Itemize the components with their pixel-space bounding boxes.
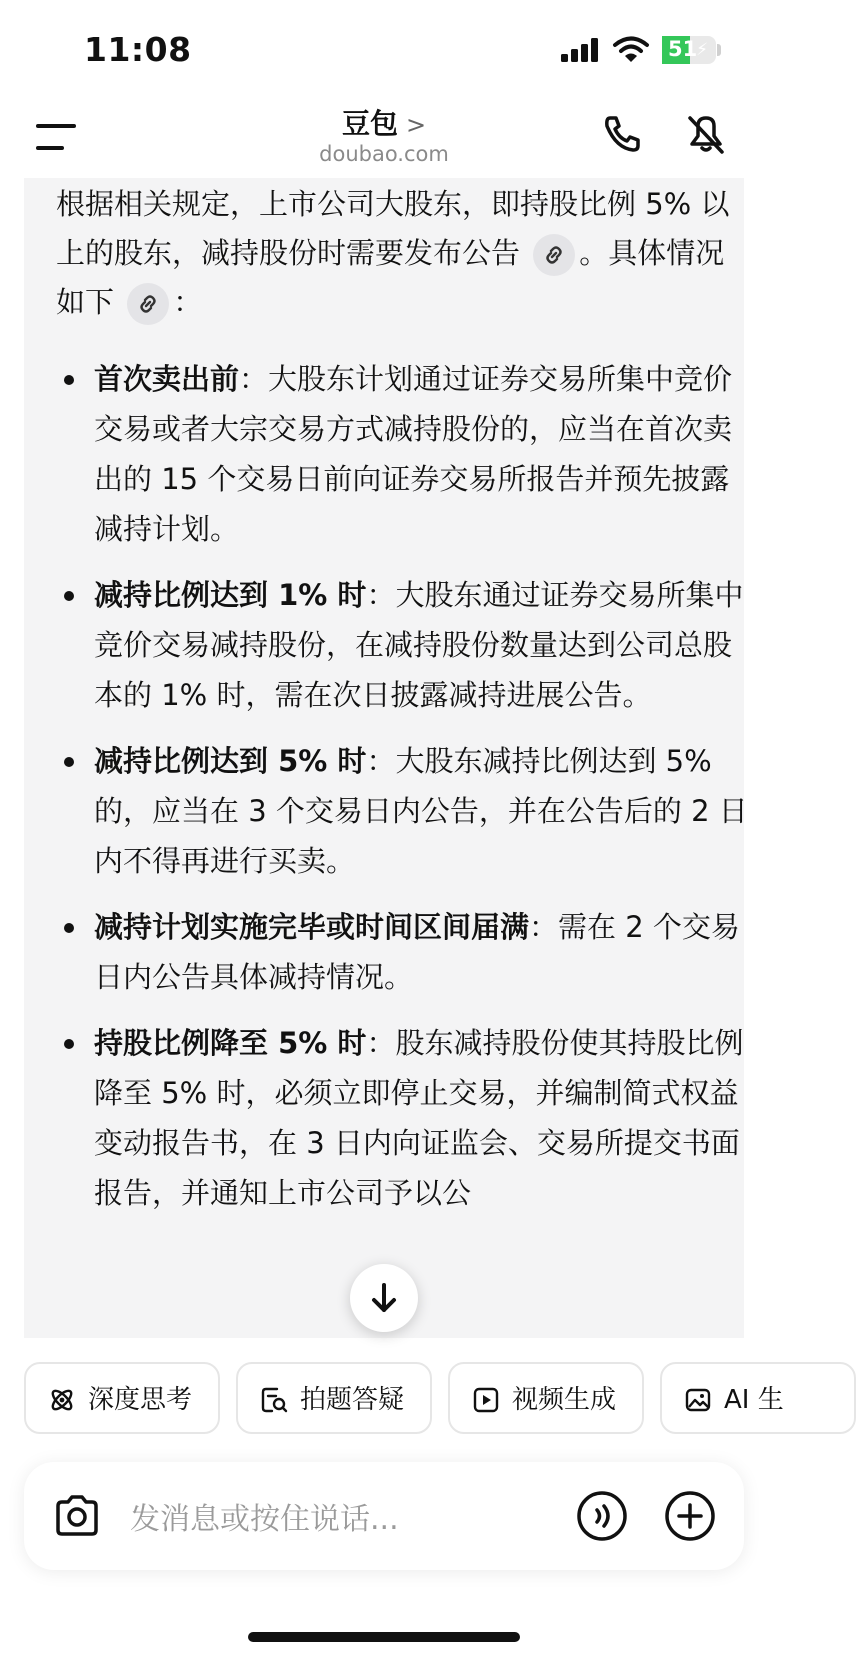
item-title: 减持比例达到 1% 时 <box>94 578 367 612</box>
item-title: 首次卖出前 <box>94 362 240 396</box>
quick-action-ai-image[interactable] <box>660 1362 856 1434</box>
chevron-right-icon: > <box>405 111 427 139</box>
item-sep: ： <box>366 744 396 778</box>
photo-question-icon <box>260 1386 288 1414</box>
arrow-down-icon <box>370 1282 398 1314</box>
quick-action-label: 拍题答疑 <box>300 1385 405 1415</box>
quick-action-video-gen[interactable] <box>448 1362 644 1434</box>
home-indicator <box>248 1632 520 1642</box>
item-title: 减持比例达到 5% 时 <box>94 744 367 778</box>
item-text: 大股东通过证券交易所集中竞价交易减持股份，在减持股份数量达到公司总股本的 1% 时，需在次日披露减持进展公告。 <box>94 578 744 712</box>
item-sep: ： <box>239 362 269 396</box>
quick-action-label: 深度思考 <box>88 1385 193 1415</box>
list-item <box>58 354 748 554</box>
message-input-bar <box>24 1462 744 1570</box>
video-play-icon <box>472 1386 500 1414</box>
quick-action-deep-think[interactable] <box>24 1362 220 1434</box>
plus-button[interactable] <box>664 1490 716 1542</box>
mute-speaker-button[interactable] <box>684 112 728 156</box>
battery-percent: 51 <box>668 37 698 61</box>
citation-link-icon[interactable] <box>533 234 575 276</box>
intro-text: 根据相关规定，上市公司大股东，即持股比例 5% 以上的股东，减持股份时需要发布公告 <box>56 187 730 270</box>
image-icon <box>684 1386 712 1414</box>
chat-title-text: 豆包 <box>341 107 398 140</box>
scroll-to-bottom-button[interactable] <box>350 1264 418 1332</box>
list-item <box>58 902 748 1002</box>
item-text: 需在 2 个交易日内公告具体减持情况。 <box>94 910 740 994</box>
item-title: 持股比例降至 5% 时 <box>94 1026 367 1060</box>
item-title: 减持计划实施完毕或时间区间届满 <box>94 910 530 944</box>
item-sep: ： <box>366 1026 396 1060</box>
quick-action-photo-answer[interactable] <box>236 1362 432 1434</box>
status-bar <box>0 0 768 96</box>
camera-button[interactable] <box>52 1492 102 1540</box>
citation-link-icon[interactable] <box>127 283 169 325</box>
wifi-icon <box>613 36 649 64</box>
list-item <box>58 570 748 720</box>
voice-call-button[interactable] <box>576 1490 628 1542</box>
cellular-signal-icon <box>561 38 601 62</box>
intro-text-3: ： <box>173 285 203 319</box>
item-sep: ： <box>366 578 396 612</box>
chat-header <box>0 96 768 178</box>
intro-text-2: 。具体情况如下 <box>56 236 725 319</box>
message-input[interactable]: 发消息或按住说话... <box>130 1502 399 1537</box>
item-text: 股东减持股份使其持股比例降至 5% 时，必须立即停止交易，并编制简式权益变动报告书，在 3 日内向证监会、交易所提交书面报告，并通知上市公司予以公 <box>94 1026 744 1210</box>
battery-cap <box>717 44 721 56</box>
assistant-message <box>24 178 748 1338</box>
quick-actions <box>24 1362 784 1438</box>
quick-action-label: 视频生成 <box>512 1385 617 1415</box>
quick-action-label: AI 生 <box>724 1385 784 1415</box>
item-sep: ： <box>529 910 559 944</box>
battery-icon: 51 ⚡ <box>662 36 716 64</box>
atom-icon <box>48 1386 76 1414</box>
status-time: 11:08 <box>84 30 192 69</box>
phone-call-button[interactable] <box>600 112 644 156</box>
bullet-list <box>58 354 748 1234</box>
item-text: 大股东计划通过证券交易所集中竞价交易或者大宗交易方式减持股份的，应当在首次卖出的 15 个交易日前向证券交易所报告并预先披露减持计划。 <box>94 362 733 546</box>
item-text: 大股东减持比例达到 5% 的，应当在 3 个交易日内公告，并在公告后的 2 日内不得再进行买卖。 <box>94 744 748 878</box>
chat-title[interactable] <box>0 102 768 142</box>
chat-subtitle: doubao.com <box>319 142 449 166</box>
list-item <box>58 736 748 886</box>
list-item <box>58 1018 748 1218</box>
message-intro <box>56 180 736 327</box>
